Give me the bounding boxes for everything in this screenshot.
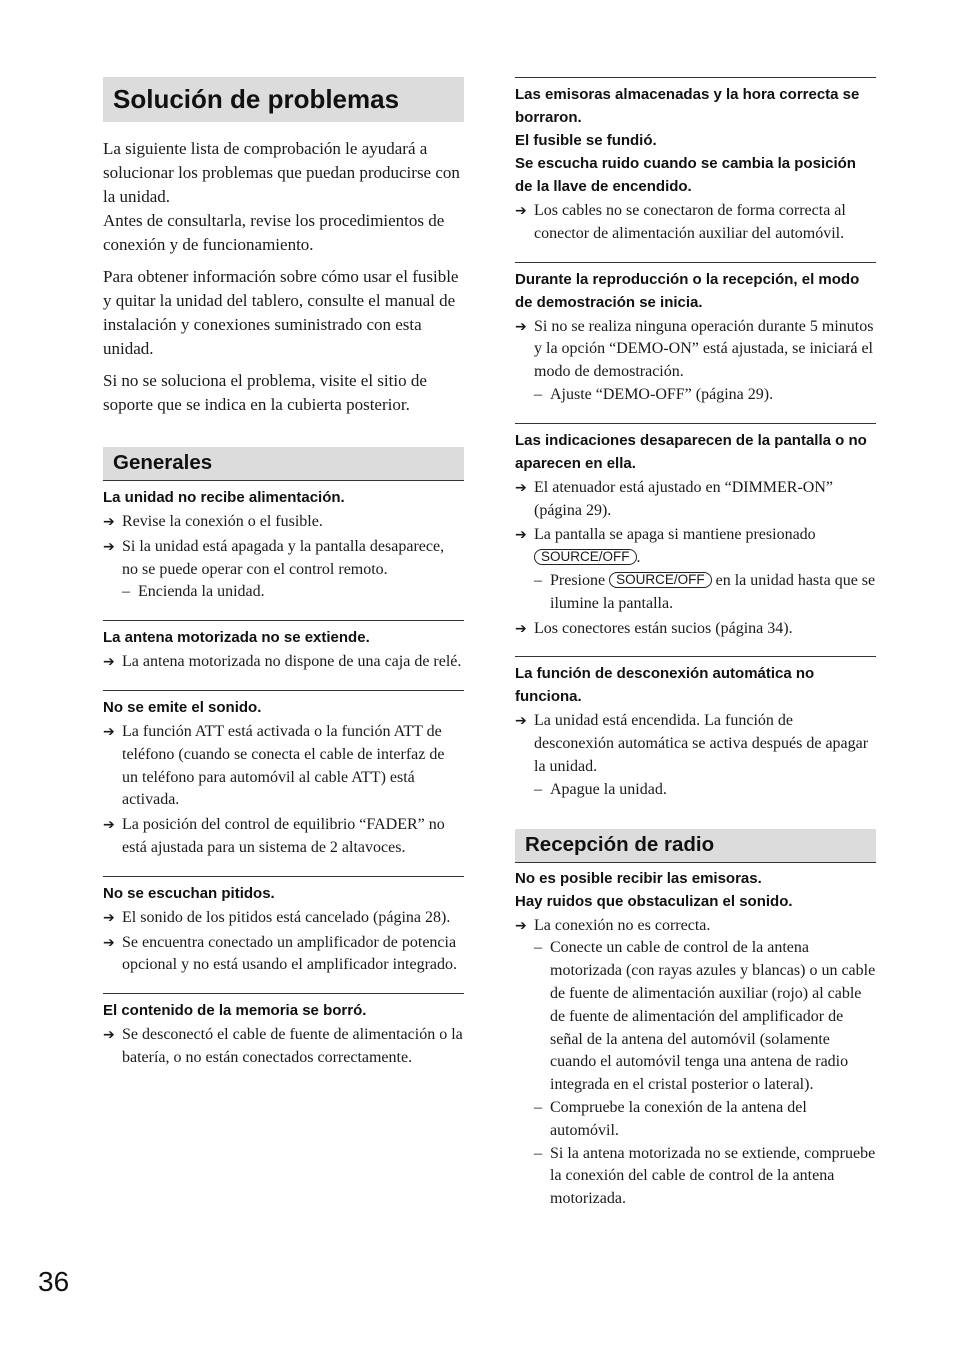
answer-text: La antena motorizada no dispone de una caja de relé. [122,653,462,671]
troubleshoot-item [103,993,464,1070]
sub-answer [515,1143,876,1211]
answer [515,915,876,938]
arrow-icon: ➔ [103,909,115,926]
intro-paragraph: Para obtener información sobre cómo usar el fusible y quitar la unidad del tablero, consulte el manual de instalación y conexiones suministrado con esta unidad. [103,267,459,358]
answer-text: La conexión no es correcta. [534,916,711,934]
dash-icon: – [534,571,542,589]
sub-answer [103,581,464,604]
troubleshoot-item [103,620,464,674]
answer-text: La unidad está encendida. La función de desconexión automática se activa después de apagar la unidad. [534,712,869,775]
sub-answer-text: Presione [550,571,606,589]
answer [515,200,876,246]
source-off-button-icon: SOURCE/OFF [609,572,712,588]
question: No es posible recibir las emisoras. [515,869,762,887]
sub-answer [515,779,876,802]
answer [103,721,464,812]
answer [103,536,464,582]
troubleshoot-item [515,867,876,1211]
answer [103,932,464,978]
dash-icon: – [534,780,542,798]
answer [103,814,464,860]
arrow-icon: ➔ [103,934,115,951]
intro [103,137,464,417]
answer-text: El atenuador está ajustado en “DIMMER-ON” (página 29). [534,478,834,519]
question: La antena motorizada no se extiende. [103,629,370,647]
troubleshoot-item [515,656,876,801]
arrow-icon: ➔ [103,538,115,555]
question: Las emisoras almacenadas y la hora correcta se borraron. [515,86,860,126]
troubleshoot-item [515,262,876,407]
answer-text: Los conectores están sucios (página 34). [534,619,793,637]
page-number: 36 [38,1266,70,1297]
sub-answer-text: Conecte un cable de control de la antena motorizada (con rayas azules y blancas) o un cable de fuente de alimentación auxiliar (rojo) al cable de fuente de alimentación del amplificador de señal de la antena del automóvil (solamente cuando el automóvil tenga una antena de radio integrada en el cristal posterior o lateral). [550,939,876,1094]
dash-icon: – [534,385,542,403]
page-title: Solución de problemas [103,77,464,122]
answer [515,618,876,641]
answer [103,907,464,930]
answer-text-end: . [636,549,641,567]
answer-text: Se encuentra conectado un amplificador de potencia opcional y no está usando el amplificador integrado. [122,933,458,974]
intro-paragraph: Antes de consultarla, revise los procedimientos de conexión y de funcionamiento. [103,211,445,254]
arrow-icon: ➔ [515,203,527,219]
arrow-icon: ➔ [515,527,527,544]
answer [515,477,876,523]
intro-paragraph: Si no se soluciona el problema, visite el sitio de soporte que se indica en la cubierta posterior. [103,371,427,414]
arrow-icon: ➔ [515,917,527,934]
source-off-button-icon: SOURCE/OFF [534,549,637,565]
sub-answer-text-end: en la unidad hasta que se ilumine la pantalla. [550,571,876,612]
arrow-icon: ➔ [103,723,115,740]
sub-answer [515,1097,876,1143]
question: La unidad no recibe alimentación. [103,489,345,506]
answer-text: Los cables no se conectaron de forma correcta al conector de alimentación auxiliar del automóvil. [534,202,846,242]
answer-text: Si no se realiza ninguna operación durante 5 minutos y la opción “DEMO-ON” está ajustada, se iniciará el modo de demostración. [534,317,874,381]
sub-answer [515,937,876,1097]
answer-text: Si la unidad está apagada y la pantalla desaparece, no se puede operar con el control remoto. [122,537,445,578]
arrow-icon: ➔ [515,479,527,496]
left-column [103,77,464,1070]
arrow-icon: ➔ [515,620,527,637]
sub-answer-text: Encienda la unidad. [138,583,265,601]
answer [103,1024,464,1070]
question: No se emite el sonido. [103,698,262,716]
troubleshoot-item [103,876,464,977]
arrow-icon: ➔ [103,654,115,671]
answer-text: Revise la conexión o el fusible. [122,513,323,530]
sub-answer [515,384,876,407]
section-title-generales: Generales [103,447,464,481]
sub-answer-text: Compruebe la conexión de la antena del automóvil. [550,1098,807,1139]
question: Hay ruidos que obstaculizan el sonido. [515,892,793,910]
dash-icon: – [534,1098,542,1116]
answer [515,710,876,778]
sub-answer-text: Si la antena motorizada no se extiende, compruebe la conexión del cable de control de la antena motorizada. [550,1144,876,1208]
arrow-icon: ➔ [103,1027,115,1044]
question: Durante la reproducción o la recepción, el modo de demostración se inicia. [515,270,860,311]
sub-answer-text: Apague la unidad. [550,780,667,798]
answer-text: La posición del control de equilibrio “FADER” no está ajustada para un sistema de 2 altavoces. [122,816,445,856]
arrow-icon: ➔ [515,713,527,730]
answer [103,651,464,674]
answer-text: Se desconectó el cable de fuente de alimentación o la batería, o no están conectados correctamente. [122,1026,463,1066]
answer [515,316,876,384]
dash-icon: – [534,939,542,957]
question: Las indicaciones desaparecen de la pantalla o no aparecen en ella. [515,431,867,472]
intro-paragraph: La siguiente lista de comprobación le ayudará a solucionar los problemas que puedan producirse con la unidad. [103,139,460,206]
right-column [515,77,876,1211]
answer-text: La pantalla se apaga si mantiene presionado [534,526,816,544]
sub-answer-text: Ajuste “DEMO-OFF” (página 29). [550,385,774,403]
arrow-icon: ➔ [515,318,527,335]
answer-text: El sonido de los pitidos está cancelado (página 28). [122,908,451,926]
section-title-radio: Recepción de radio [515,829,876,863]
sub-answer [515,570,876,616]
dash-icon: – [534,1144,542,1162]
question: El fusible se fundió. [515,132,657,149]
arrow-icon: ➔ [103,514,115,530]
question: No se escuchan pitidos. [103,884,275,902]
answer-text: La función ATT está activada o la función ATT de teléfono (cuando se conecta el cable de interfaz de un teléfono para automóvil al cable ATT) está activada. [122,722,445,809]
troubleshoot-item [103,486,464,604]
troubleshoot-item [103,690,464,860]
arrow-icon: ➔ [103,817,115,834]
answer [103,511,464,534]
dash-icon: – [122,583,130,601]
question: El contenido de la memoria se borró. [103,1002,367,1020]
answer [515,524,876,570]
question: La función de desconexión automática no funciona. [515,665,815,706]
troubleshoot-item [515,77,876,246]
troubleshoot-item [515,423,876,641]
question: Se escucha ruido cuando se cambia la posición de la llave de encendido. [515,155,856,195]
